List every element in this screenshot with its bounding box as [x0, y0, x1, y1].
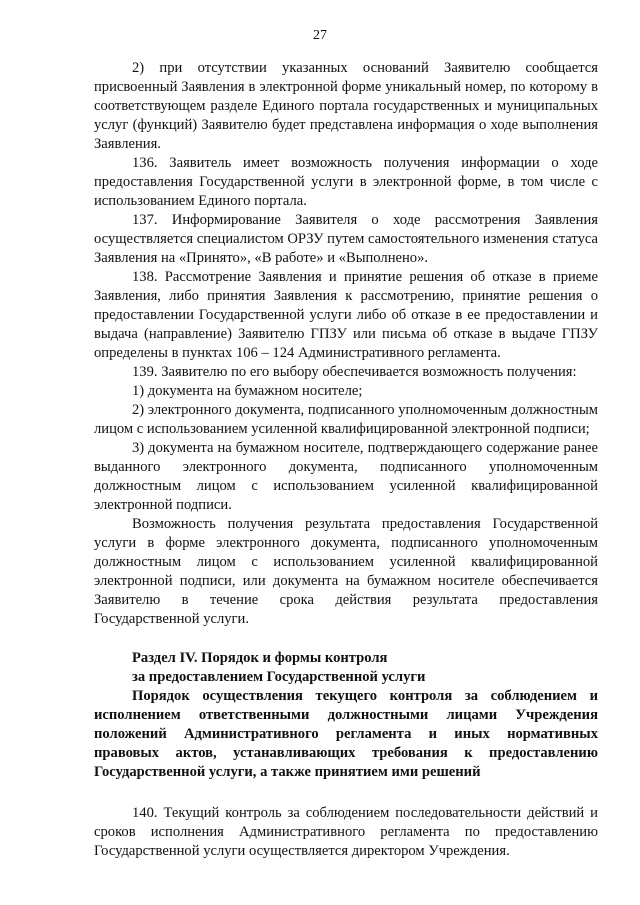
page-number: 27: [313, 28, 327, 43]
section-subtitle: Порядок осуществления текущего контроля за соблюдением и исполнением ответственными должностными лицами Учреждения положений Административного регламента и иных нормативных правовых актов, устанавливающих требования к предоставлению Государственной услуги, а также принятием ими решений: [94, 688, 598, 780]
paragraph-result-availability: Возможность получения результата предоставления Государственной услуги в форме электронного документа, подписанного уполномоченным должностным лицом с использованием усиленной квалифицированной электронной подписи, или документа на бумажном носителе обеспечивается Заявителю в течение срока действия результата предоставления Государственной услуги.: [94, 516, 598, 627]
section-heading-block: [94, 649, 598, 782]
paragraph-138: 138. Рассмотрение Заявления и принятие решения об отказе в приеме Заявления, либо принятия Заявления к рассмотрению, принятие решения о предоставлении Государственной услуги либо об отказе в ее предоставлении и выдача (направление) Заявителю ГПЗУ или письма об отказе в выдаче ГПЗУ определены в пунктах 106 – 124 Административного регламента.: [94, 269, 598, 361]
paragraph-136: 136. Заявитель имеет возможность получения информации о ходе предоставления Государственной услуги в электронной форме, в том числе с использованием Единого портала.: [94, 155, 598, 209]
paragraph-item-2: 2) при отсутствии указанных оснований Заявителю сообщается присвоенный Заявления в электронной форме уникальный номер, по которому в соответствующем разделе Единого портала государственных и муниципальных услуг (функций) Заявителю будет представлена информация о ходе выполнения Заявления.: [94, 60, 598, 152]
paragraph-140: 140. Текущий контроль за соблюдением последовательности действий и сроков исполнения Административного регламента по предоставлению Государственной услуги осуществляется директором Учреждения.: [94, 805, 598, 859]
list-item-1: 1) документа на бумажном носителе;: [132, 383, 363, 399]
list-item-2: 2) электронного документа, подписанного уполномоченным должностным лицом с использованием усиленной квалифицированной электронной подписи;: [94, 402, 598, 437]
paragraph-137: 137. Информирование Заявителя о ходе рассмотрения Заявления осуществляется специалистом ОРЗУ путем самостоятельного изменения статуса Заявления на «Принято», «В работе» и «Выполнено».: [94, 212, 598, 266]
list-item-3: 3) документа на бумажном носителе, подтверждающего содержание ранее выданного электронного документа, подписанного уполномоченным должностным лицом с использованием усиленной квалифицированной электронной подписи.: [94, 440, 598, 513]
section-title-line2: за предоставлением Государственной услуги: [132, 669, 426, 685]
paragraph-139: 139. Заявителю по его выбору обеспечивается возможность получения:: [132, 364, 577, 380]
section-title-line1: Раздел IV. Порядок и формы контроля: [132, 650, 388, 666]
document-body: [94, 59, 598, 861]
